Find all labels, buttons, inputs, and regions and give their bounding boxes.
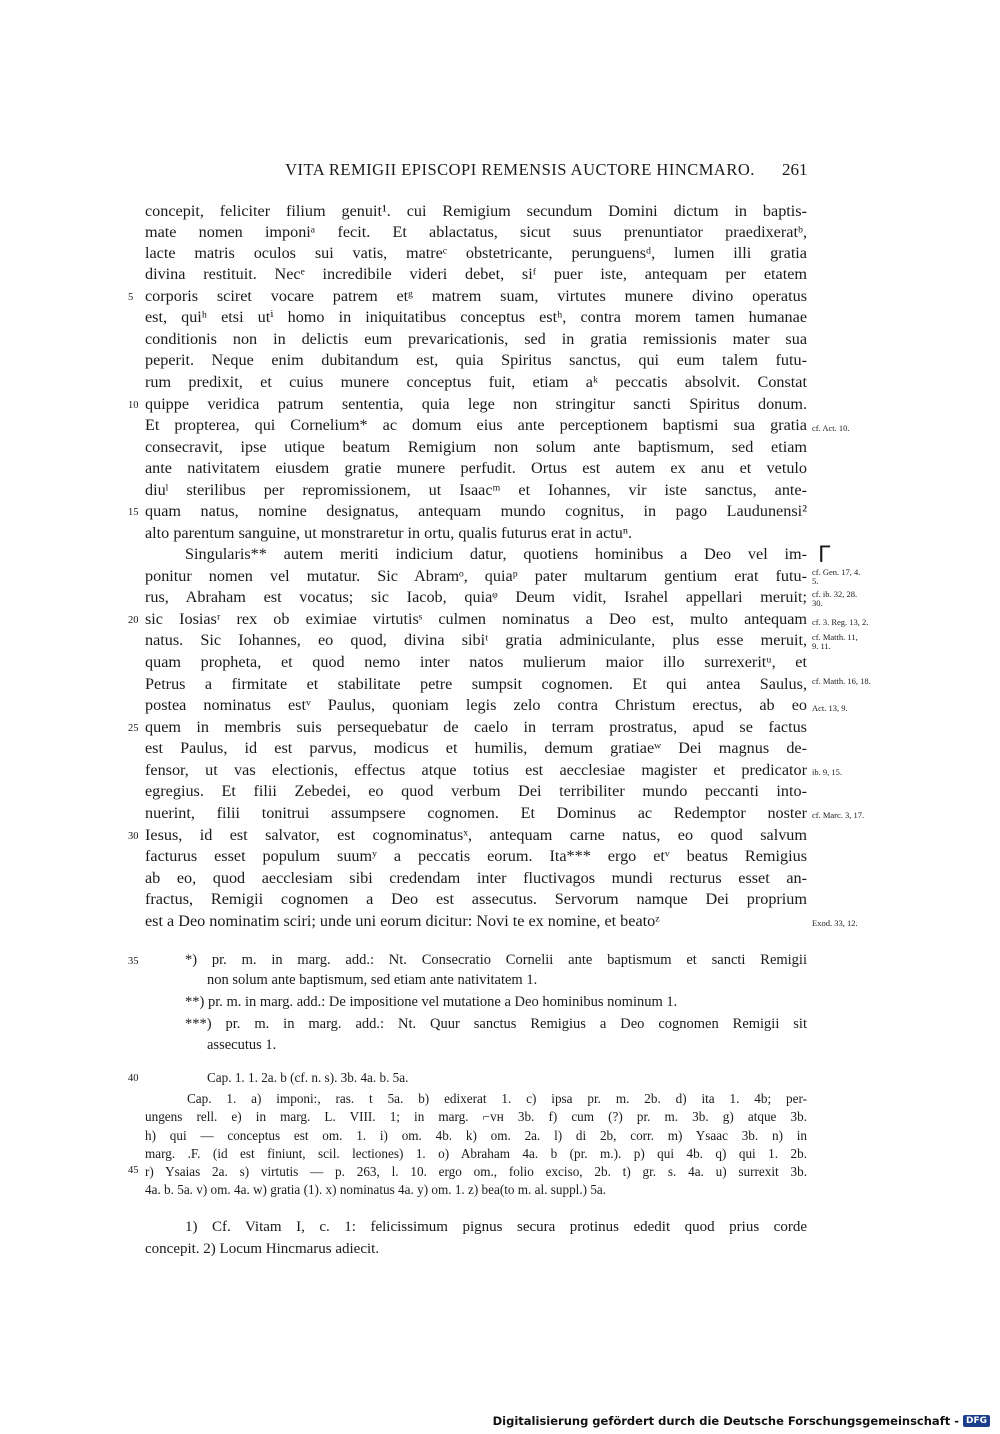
text-line: est, quiʰ etsi utⁱ homo in iniquitatibus conceptus estʰ, contra morem tamen humanae [145, 308, 807, 326]
text-line: Iesus, id est salvator, est cognominatusˣ, antequam carne natus, eo quod salvum [145, 826, 807, 844]
running-title: VITA REMIGII EPISCOPI REMENSIS AUCTORE HINCMARO. [285, 160, 755, 179]
margin-reference: cf. Marc. 3, 17. [812, 810, 865, 820]
margin-reference: Exod. 33, 12. [812, 918, 858, 928]
margin-reference: Act. 13, 9. [812, 703, 848, 713]
line-number: 45 [128, 1165, 139, 1176]
line-number: 40 [128, 1073, 139, 1084]
text-line: lacte matris oculos sui vatis, matreᶜ obstetricante, perunguensᵈ, lumen illi gratia [145, 244, 807, 262]
text-line: peperit. Neque enim dubitandum est, quia Spiritus sanctus, qui eum talem futu- [145, 351, 807, 369]
text-line: ab eo, quod aecclesiam sibi credendam inter fluctivagos mundi recturus esset an- [145, 869, 807, 887]
line-number: 25 [128, 723, 139, 734]
digitization-credit [493, 1414, 990, 1428]
text-line: sic Iosiasʳ rex ob eximiae virtutisˢ culmen nominatus a Deo est, multo antequam [145, 610, 807, 628]
star-note: *) pr. m. in marg. add.: Nt. Consecratio Cornelii ante baptismum et sancti Remigii [185, 952, 807, 968]
variant-line: ungens rell. e) in marg. L. VIII. 1; in marg. ⌐ᴠʜ 3b. f) cum (?) pr. m. 3b. g) atque 3b. [145, 1109, 807, 1124]
footnote: concepit. 2) Locum Hincmarus adiecit. [145, 1241, 380, 1257]
text-line: ponitur nomen vel mutatur. Sic Abramᵒ, quiaᵖ pater multarum gentium erat futu- [145, 567, 807, 585]
line-number: 10 [128, 400, 139, 411]
page-number: 261 [782, 160, 808, 179]
margin-reference: cf. ib. 32, 28. 30. [812, 589, 858, 608]
margin-reference: cf. Matth. 11, 9. 11. [812, 632, 858, 651]
text-line: postea nominatus estᵛ Paulus, quoniam legis zelo contra Christum erectus, ab eo [145, 696, 807, 714]
line-number: 35 [128, 956, 139, 967]
line-number: 5 [128, 292, 134, 303]
margin-reference: cf. 3. Reg. 13, 2. [812, 617, 869, 627]
footnote: 1) Cf. Vitam I, c. 1: felicissimum pignus secura protinus ededit quod prius corde [185, 1219, 807, 1235]
text-line: mate nomen imponiᵃ fecit. Et ablactatus, sicut suus prenuntiator praedixeratᵇ, [145, 223, 807, 241]
text-line: diuˡ sterilibus per repromissionem, ut Isaacᵐ et Iohannes, vir iste sanctus, ante- [145, 481, 807, 499]
variant-line: 4a. b. 5a. v) om. 4a. w) gratia (1). x) nominatus 4a. y) om. 1. z) bea(to m. al. suppl.) 5a. [145, 1182, 607, 1197]
text-line: quippe veridica patrum sententia, quia lege non stringitur sancti Spiritus donum. [145, 395, 807, 413]
line-number: 20 [128, 615, 139, 626]
margin-reference: cf. Matth. 16, 18. [812, 676, 871, 686]
text-line: concepit, feliciter filium genuit¹. cui Remigium secundum Domini dictum in baptis- [145, 202, 807, 220]
text-line: egregius. Et filii Zebedei, eo quod verbum Dei terribiliter mundo peccanti into- [145, 782, 807, 800]
text-line: quam propheta, et quod nemo inter natos mulierum maior illo surrexeritᵘ, et [145, 653, 807, 671]
star-note: **) pr. m. in marg. add.: De impositione vel mutatione a Deo hominibus nominum 1. [185, 994, 678, 1010]
variant-line: h) qui — conceptus est om. 1. i) om. 4b. k) om. 2a. l) di 2b, corr. m) Ysaac 3b. n) in [145, 1128, 807, 1143]
text-line: Petrus a firmitate et stabilitate petre sumpsit cognomen. Et qui antea Saulus, [145, 675, 807, 693]
text-line: divina restituit. Necᵉ incredibile videri debet, siᶠ puer iste, antequam per etatem [145, 265, 807, 283]
text-line: est a Deo nominatim sciri; unde uni eorum dicitur: Novi te ex nomine, et beatoᶻ [145, 912, 660, 930]
text-line: nuerint, filii tonitrui assumpsere cognomen. Et Dominus ac Redemptor noster [145, 804, 807, 822]
text-line: fractus, Remigii cognomen a Deo est assecutus. Servorum namque Dei proprium [145, 890, 807, 908]
star-note: ***) pr. m. in marg. add.: Nt. Quur sanctus Remigius a Deo cognomen Remigii sit [185, 1016, 807, 1032]
text-line: conditionis non in delictis eum prevaricationis, sed in gratia remissionis mater sua [145, 330, 807, 348]
variant-line: Cap. 1. 1. 2a. b (cf. n. s). 3b. 4a. b. 5a. [207, 1070, 409, 1085]
text-line: alto parentum sanguine, ut monstraretur in ortu, qualis futurus erat in actuⁿ. [145, 524, 633, 542]
variant-line: Cap. 1. a) imponi:, ras. t 5a. b) edixerat 1. c) ipsa pr. m. 2b. d) ita 1. 4b; per- [187, 1091, 807, 1106]
text-line: rum predixit, et cuius munere conceptus fuit, etiam aᵏ peccatis absolvit. Constat [145, 373, 807, 391]
text-line: Singularis** autem meriti indicium datur, quotiens hominibus a Deo vel im- [185, 545, 807, 563]
variant-line: marg. .F. (id est finiunt, scil. lectiones) 1. o) Abraham 4a. b (pr. m.). p) qui 4b. q) qui 1. 2b. [145, 1146, 807, 1161]
text-line: Et propterea, qui Cornelium* ac domum eius ante perceptionem baptismi sua gratia [145, 416, 807, 434]
star-note: assecutus 1. [207, 1037, 277, 1053]
text-line: quem in membris suis persequebatur de caelo in terram prostratus, apud se factus [145, 718, 807, 736]
variant-line: r) Ysaias 2a. s) virtutis — p. 263, l. 10. ergo om., folio exciso, 2b. t) gr. s. 4a. u) surrexit 3b. [145, 1164, 807, 1179]
line-number: 30 [128, 831, 139, 842]
text-line: facturus esset populum suumʸ a peccatis eorum. Ita*** ergo etᵛ beatus Remigius [145, 847, 807, 865]
text-line: corporis sciret vocare patrem etᵍ matrem suam, virtutes munere divino operatus [145, 287, 807, 305]
text-line: est Paulus, id est parvus, modicus et humilis, demum gratiaeʷ Dei magnus de- [145, 739, 807, 757]
text-line: fensor, ut vas electionis, effectus atque totius est aecclesiae magister et predicator [145, 761, 807, 779]
text-line: consecravit, ipse utique beatum Remigium non solum ante baptismum, sed etiam [145, 438, 807, 456]
text-line: natus. Sic Iohannes, eo quod, divina sibiᵗ gratia adminiculante, plus esse meruit, [145, 631, 807, 649]
margin-reference: cf. Act. 10. [812, 423, 850, 433]
dfg-logo: DFG [963, 1415, 990, 1427]
credit-text: Digitalisierung gefördert durch die Deutsche Forschungsgemeinschaft - [492, 1414, 959, 1428]
text-line: ante nativitatem eiusdem gratie munere perfudit. Ortus est autem ex anu et vetulo [145, 459, 807, 477]
text-line: quam natus, nomine designatus, antequam mundo cognitus, in pago Laudunensi² [145, 502, 807, 520]
line-number: 15 [128, 507, 139, 518]
text-line: rus, Abraham est vocatus; sic Iacob, quiaᵠ Deum vidit, Israhel appellari meruit; [145, 588, 807, 606]
margin-mark: Γ [818, 543, 831, 568]
margin-reference: cf. Gen. 17, 4. 5. [812, 567, 861, 586]
star-note: non solum ante baptismum, sed etiam ante nativitatem 1. [207, 972, 538, 988]
margin-reference: ib. 9, 15. [812, 767, 842, 777]
